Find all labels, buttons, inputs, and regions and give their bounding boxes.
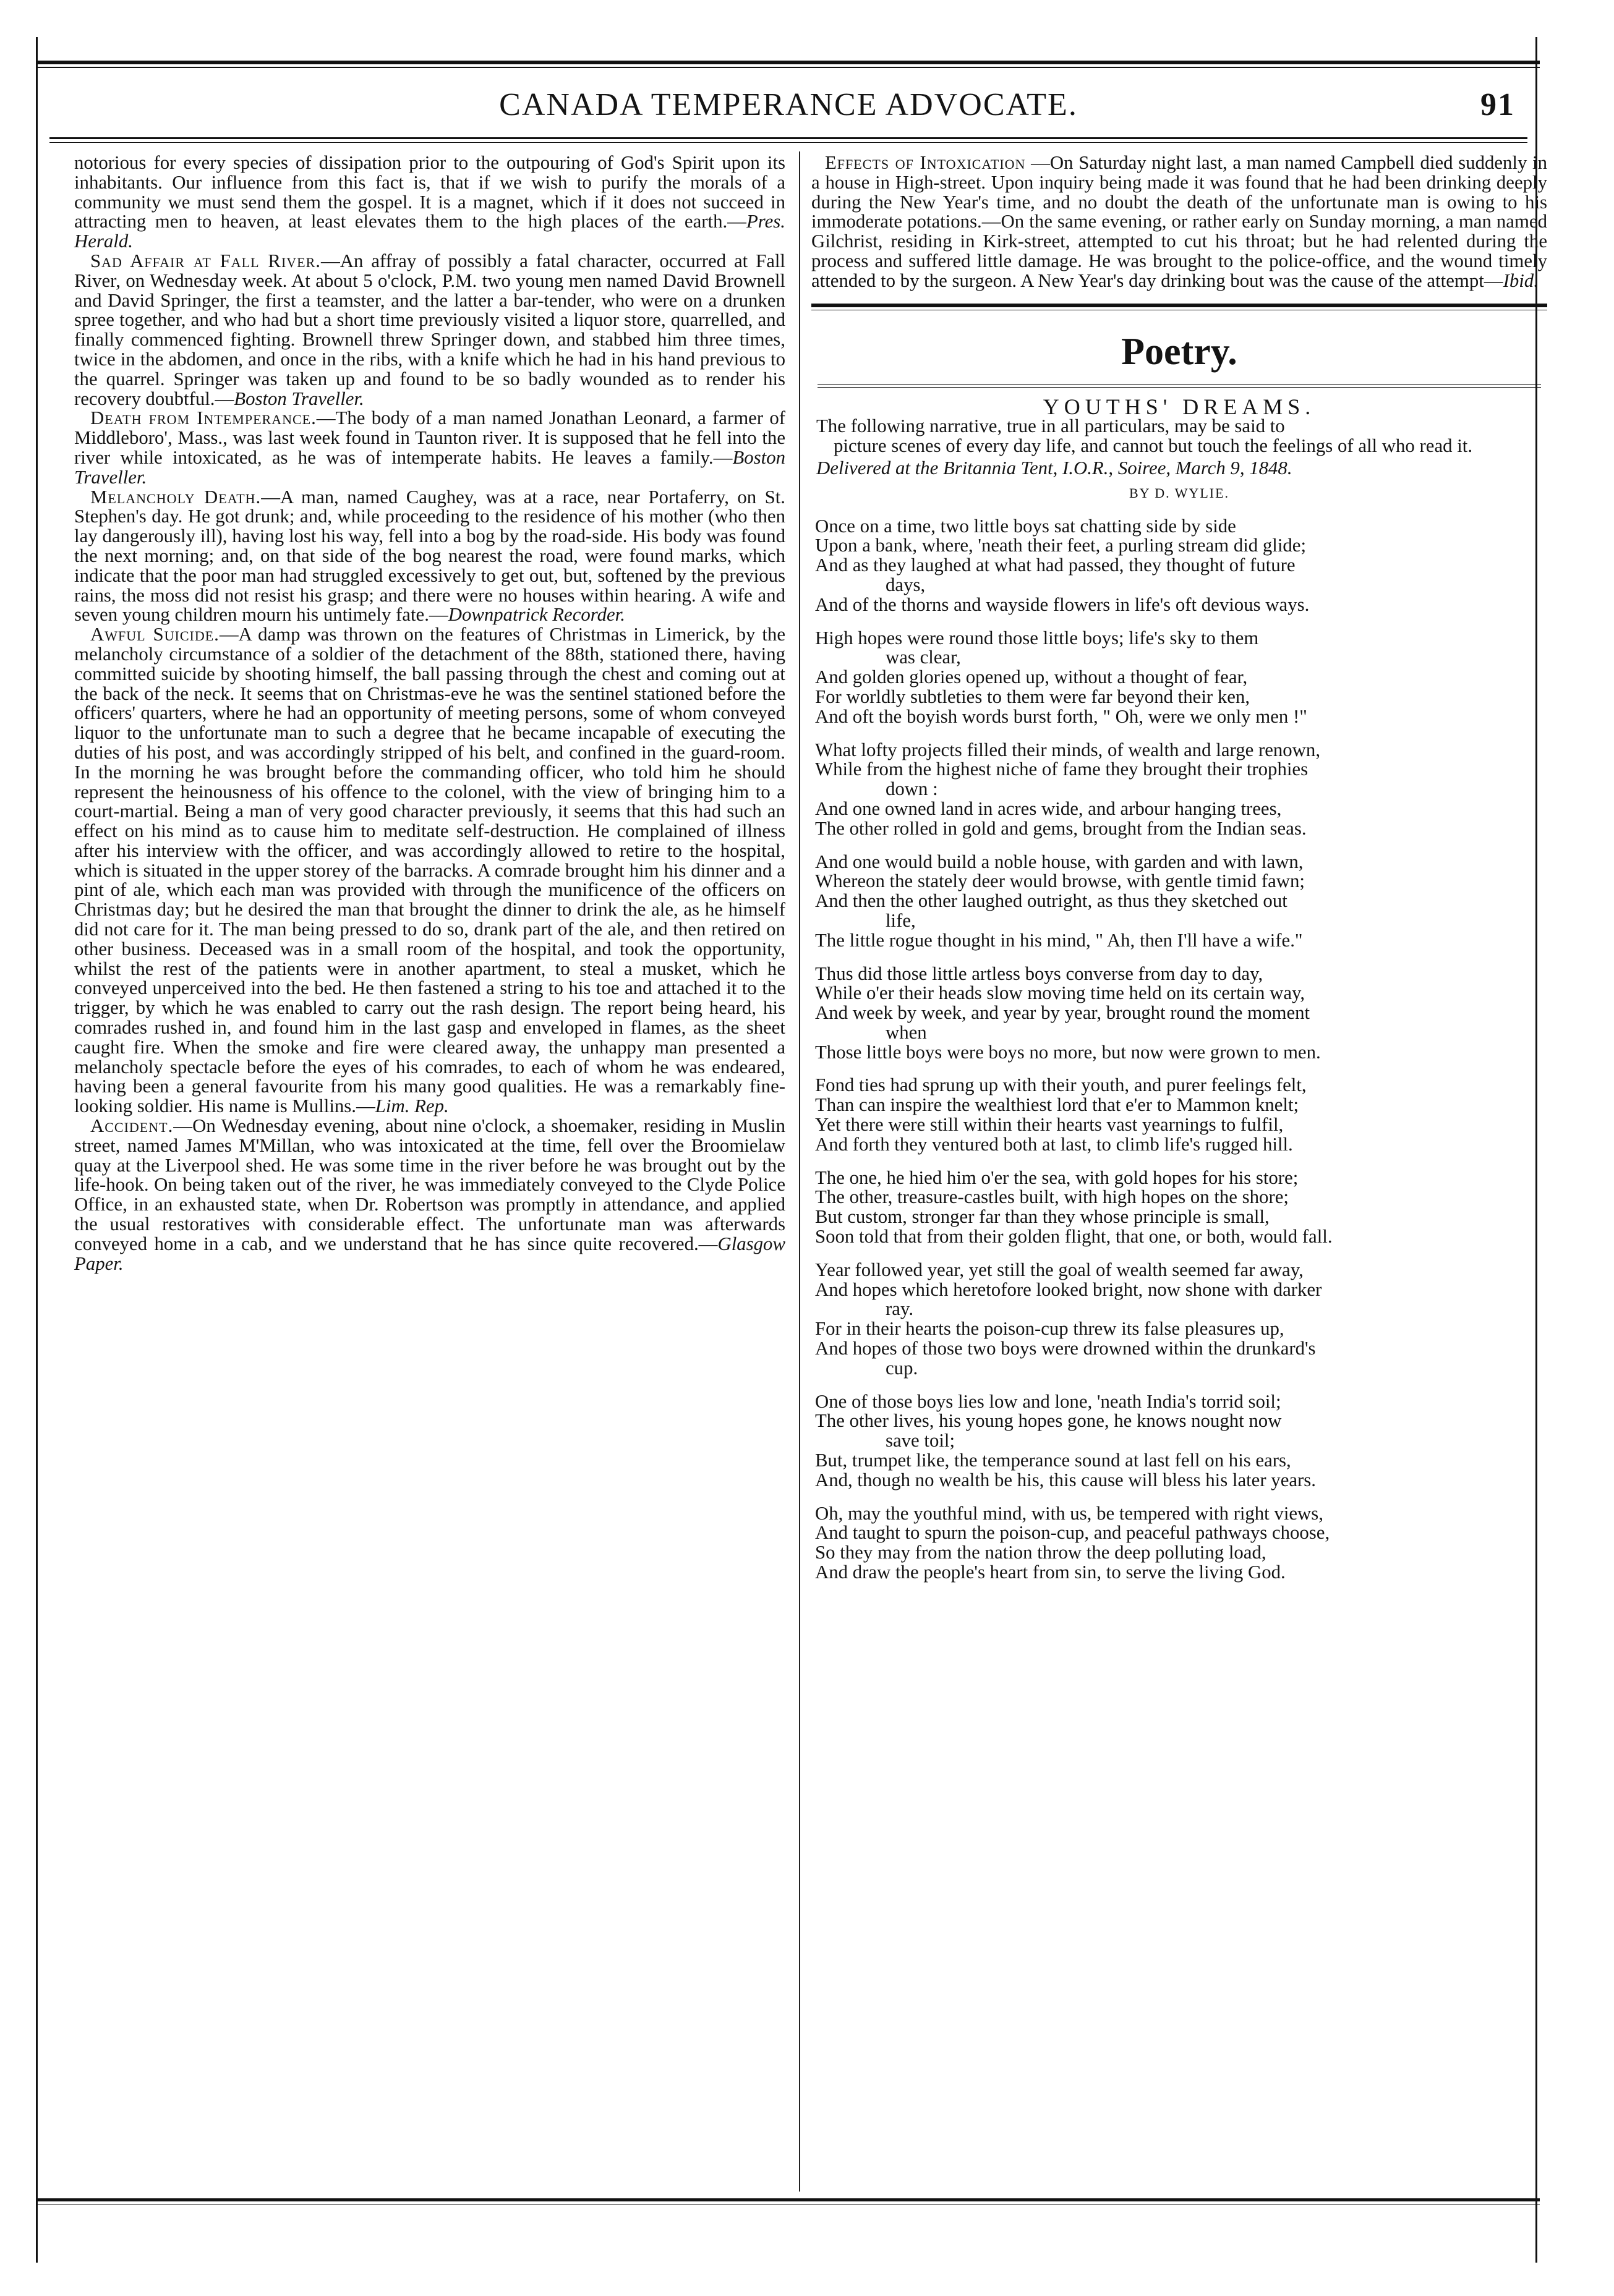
section-rule (811, 302, 1547, 310)
article-heading: Accident. (90, 1115, 174, 1137)
poem-line: Fond ties had sprung up with their youth, and purer feelings felt, (815, 1074, 1307, 1096)
article-accident: Accident.—On Wednesday evening, about nine o'clock, a shoemaker, residing in Muslin street, named James M'Millan, who was intoxicated at the time, fell over the Broomielaw quay at the Liverpool shed. He was some time in the river before he was brought out by the life-hook. On being taken out of the river, he was immediately conveyed to the Clyde Police Office, in an exhausted state, when Dr. Robertson was promptly in attendance, and applied the usual restoratives with considerable effect. The unfortunate man was afterwards conveyed home in a cab, and we understand that he has since quite recovered.—Glasgow Paper. (74, 1115, 785, 1274)
poem-line: And hopes of those two boys were drowned within the drunkard's (815, 1338, 1316, 1359)
poem-line: The other, treasure-castles built, with high hopes on the shore; (815, 1186, 1289, 1208)
poem-body (811, 517, 1547, 1583)
poem-author: BY D. WYLIE. (1129, 485, 1230, 501)
article-melancholy-death: Melancholy Death.—A man, named Caughey, was at a race, near Portaferry, on St. Stephen's day. He got drunk; and, while proceeding to the residence of his mother (who then lay dangerously ill), having lost his way, fell into a bog by the road-side. His body was found the next morning; and, on that side of the bog nearest the road, were found marks, which indicate that the poor man had struggled excessively to get out, but, softened by the previous rains, the moss did not resist his grasp; and there were no houses within hearing. A wife and seven young children mourn his untimely fate.—Downpatrick Recorder. (74, 486, 785, 626)
poem-line: And forth they ventured both at last, to climb life's rugged hill. (815, 1133, 1293, 1155)
poem-line: And one owned land in acres wide, and arbour hanging trees, (815, 797, 1282, 819)
poem-line: ray. (886, 1298, 914, 1320)
column-divider (799, 151, 800, 2192)
poem-line: But custom, stronger far than they whose principle is small, (815, 1206, 1270, 1228)
page-number: 91 (1480, 87, 1515, 122)
poem-stanza (811, 964, 1547, 1063)
article-continued: notorious for every species of dissipation prior to the outpouring of God's Spirit upon its inhabitants. Our influence from this fact is, that if we wish to purify the morals of a community we must send them the gospel. It is a magnet, which if it does not succeed in attracting men to heaven, at least elevates them to the high places of the earth.—Pres. Herald. (74, 152, 785, 252)
section-rule-thin (818, 384, 1541, 385)
poem-stanza (811, 629, 1547, 727)
left-column (74, 153, 785, 2156)
poem-line: One of those boys lies low and lone, 'neath India's torrid soil; (815, 1390, 1281, 1412)
poem-line: Yet there were still within their hearts vast yearnings to fulfil, (815, 1114, 1284, 1136)
publication-title: CANADA TEMPERANCE ADVOCATE. (499, 87, 1078, 122)
poem-line: when (886, 1021, 927, 1043)
poem-line: down : (886, 778, 938, 800)
poem-line: The other rolled in gold and gems, brought from the Indian seas. (815, 817, 1307, 839)
section-rule-thin (818, 387, 1541, 388)
poem-line: For worldly subtleties to them were far beyond their ken, (815, 686, 1250, 707)
right-column (811, 153, 1547, 2162)
poem-line: Oh, may the youthful mind, with us, be tempered with right views, (815, 1502, 1323, 1524)
article-heading: Melancholy Death. (90, 486, 262, 508)
source-credit: Ibid. (1503, 270, 1539, 291)
article-effects-intoxication: Effects of Intoxication —On Saturday night last, a man named Campbell died suddenly in a house in High-street. Upon inquiry being made it was found that he had been drinking deeply during the New Year's time, and no doubt the death of the unfortunate man is owing to his immoderate potations.—On the same evening, or rather early on Sunday morning, a man named Gilchrist, residing in Kirk-street, attempted to cut his throat; but he had relented during the process and suffered little damage. He was brought to the police-office, and the wound timely attended to by the surgeon. A New Year's day drinking bout was the cause of the attempt—Ibid. (811, 152, 1547, 291)
poem-stanza (811, 1076, 1547, 1154)
poem-line: Soon told that from their golden flight, that one, or both, would fall. (815, 1226, 1333, 1248)
poem-line: The little rogue thought in his mind, " Ah, then I'll have a wife." (815, 929, 1303, 951)
poem-line: And then the other laughed outright, as thus they sketched out (815, 890, 1287, 912)
article-heading: Death from Intemperance. (90, 407, 317, 429)
source-credit: Boston Traveller. (234, 388, 364, 409)
poem-line: Once on a time, two little boys sat chatting side by side (815, 515, 1236, 537)
top-rule-thin (37, 67, 1540, 68)
poem-line: What lofty projects filled their minds, of wealth and large renown, (815, 739, 1321, 760)
source-credit: Glasgow Paper. (74, 1233, 785, 1274)
poem-line: And week by week, and year by year, brought round the moment (815, 1002, 1310, 1024)
top-rule (37, 61, 1540, 64)
poem-intro: The following narrative, true in all particulars, may be said to picture scenes of every day life, and cannot but touch the feelings of all who read it. (816, 415, 1473, 457)
article-heading: Sad Affair at Fall River. (90, 250, 321, 271)
poem-line: And golden glories opened up, without a thought of fear, (815, 666, 1248, 688)
poem-line: Year followed year, yet still the goal of wealth seemed far away, (815, 1259, 1304, 1280)
poem-line: Thus did those little artless boys converse from day to day, (815, 963, 1263, 984)
poem-line: And of the thorns and wayside flowers in life's oft devious ways. (815, 593, 1310, 615)
poem-line: And oft the boyish words burst forth, " Oh, were we only men !" (815, 705, 1307, 727)
poem-line: Whereon the stately deer would browse, with gentle timid fawn; (815, 870, 1305, 892)
poem-line: The one, he hied him o'er the sea, with gold hopes for his store; (815, 1167, 1299, 1188)
poem-stanza (811, 1168, 1547, 1247)
source-credit: Boston Traveller. (74, 446, 785, 488)
poem-line: And as they laughed at what had passed, they thought of future (815, 555, 1296, 576)
poem-line: But, trumpet like, the temperance sound at last fell on his ears, (815, 1450, 1291, 1471)
poem-line: The other lives, his young hopes gone, he knows nought now (815, 1410, 1282, 1432)
poem-line: And hopes which heretofore looked bright, now shone with darker (815, 1278, 1322, 1300)
source-credit: Lim. Rep. (375, 1095, 449, 1117)
article-sad-affair: Sad Affair at Fall River.—An affray of possibly a fatal character, occurred at Fall River, on Wednesday week. At about 5 o'clock, P.M. two young men named David Brownell and David Springer, the first a teamster, and the latter a bar-tender, who were on a drunken spree together, and who had but a short time previously visited a liquor store, quarrelled, and finally commenced fighting. Brownell threw Springer down, and stabbed him three times, twice in the abdomen, and once in the ribs, with a knife which he had in his hand previous to the quarrel. Springer was taken up and found to be so badly wounded as to render his recovery doubtful.—Boston Traveller. (74, 250, 785, 409)
bottom-rule (37, 2198, 1540, 2201)
poem-line: For in their hearts the poison-cup threw its false pleasures up, (815, 1318, 1284, 1340)
source-credit: Pres. Herald. (74, 211, 785, 252)
header-rule-thin (49, 142, 1527, 143)
article-heading: Effects of Intoxication (825, 152, 1026, 173)
running-header (49, 87, 1527, 130)
poem-line: And taught to spurn the poison-cup, and peaceful pathways choose, (815, 1522, 1330, 1544)
poem-title: YOUTHS' DREAMS. (1043, 394, 1316, 419)
poem-line: Those little boys were boys no more, but now were grown to men. (815, 1041, 1321, 1063)
poem-line: Upon a bank, where, 'neath their feet, a purling stream did glide; (815, 535, 1307, 556)
article-heading: Awful Suicide. (90, 624, 220, 645)
poem-stanza (811, 852, 1547, 951)
poem-line: And one would build a noble house, with garden and with lawn, (815, 851, 1304, 872)
poem-line: So they may from the nation throw the deep polluting load, (815, 1542, 1266, 1563)
article-death-intemperance: Death from Intemperance.—The body of a man named Jonathan Leonard, a farmer of Middleboro', Mass., was last week found in Taunton river. It is supposed that he fell into the river while intoxicated, as he was of intemperate habits. He leaves a family.—Boston Traveller. (74, 407, 785, 488)
poem-line: While from the highest niche of fame they brought their trophies (815, 759, 1309, 780)
section-heading-poetry: Poetry. (1121, 330, 1237, 373)
source-credit: Downpatrick Recorder. (448, 604, 625, 626)
poem-line: And draw the people's heart from sin, to serve the living God. (815, 1562, 1286, 1583)
poem-line: High hopes were round those little boys; life's sky to them (815, 627, 1259, 648)
poem-stanza (811, 1504, 1547, 1583)
poem-stanza (811, 517, 1547, 615)
poem-occasion: Delivered at the Britannia Tent, I.O.R., Soiree, March 9, 1848. (816, 457, 1292, 478)
poem-line: was clear, (886, 647, 961, 668)
poem-line: cup. (886, 1357, 918, 1379)
poem-stanza (811, 741, 1547, 839)
poem-line: save toil; (886, 1430, 955, 1452)
poem-stanza (811, 1392, 1547, 1490)
poem-line: While o'er their heads slow moving time held on its certain way, (815, 982, 1305, 1004)
poem-line: And, though no wealth be his, this cause will bless his later years. (815, 1469, 1316, 1490)
poem-stanza (811, 1261, 1547, 1379)
poem-line: life, (886, 909, 916, 931)
poem-line: Than can inspire the wealthiest lord that e'er to Mammon knelt; (815, 1094, 1299, 1116)
header-rule (49, 137, 1527, 139)
poem-line: days, (886, 574, 926, 595)
article-awful-suicide: Awful Suicide.—A damp was thrown on the features of Christmas in Limerick, by the melancholy circumstance of a soldier of the detachment of the 88th, stationed there, having committed suicide by shooting himself, the ball passing through the chest and coming out at the back of the neck. It seems that on Christmas-eve he was the sentinel stationed before the officers' quarters, where he had an opportunity of meeting persons, some of whom conveyed liquor to the unfortunate man to such a degree that he became incapable of executing the duties of his post, and was accordingly stripped of his belt, and confined in the guard-room. In the morning he was brought before the commanding officer, who told him he should represent the heinousness of his offence to the colonel, with the view of bringing him to a court-martial. Being a man of very good character previously, it seems that this had such an effect on his mind as to cause him to meditate self-destruction. He complained of illness after his interview with the officer, and was accordingly allowed to retire to the hospital, which is situated in the upper storey of the barracks. A comrade brought him his dinner and a pint of ale, which each man was provided with through the munificence of the officers on Christmas day; but he desired the man that brought the dinner to drink the ale, as he himself did not care for it. The man being pressed to do so, drank part of the ale, and then retired on other business. Deceased was in a small room of the hospital, and took the opportunity, whilst the rest of the patients were in another apartment, to steal a musket, which he conveyed unperceived into the bed. He then fastened a string to his toe and attached it to the trigger, by which he was enabled to carry out the rash design. The report being heard, his comrades rushed in, and found him in the last gasp and enveloped in flames, as the sheet caught fire. When the smoke and fire were cleared away, the unhappy man presented a melancholy spectacle before the eyes of his comrades, to each of whom he was endeared, having been a general favourite from his many good qualities. He was a remarkably fine-looking soldier. His name is Mullins.—Lim. Rep. (74, 624, 785, 1117)
